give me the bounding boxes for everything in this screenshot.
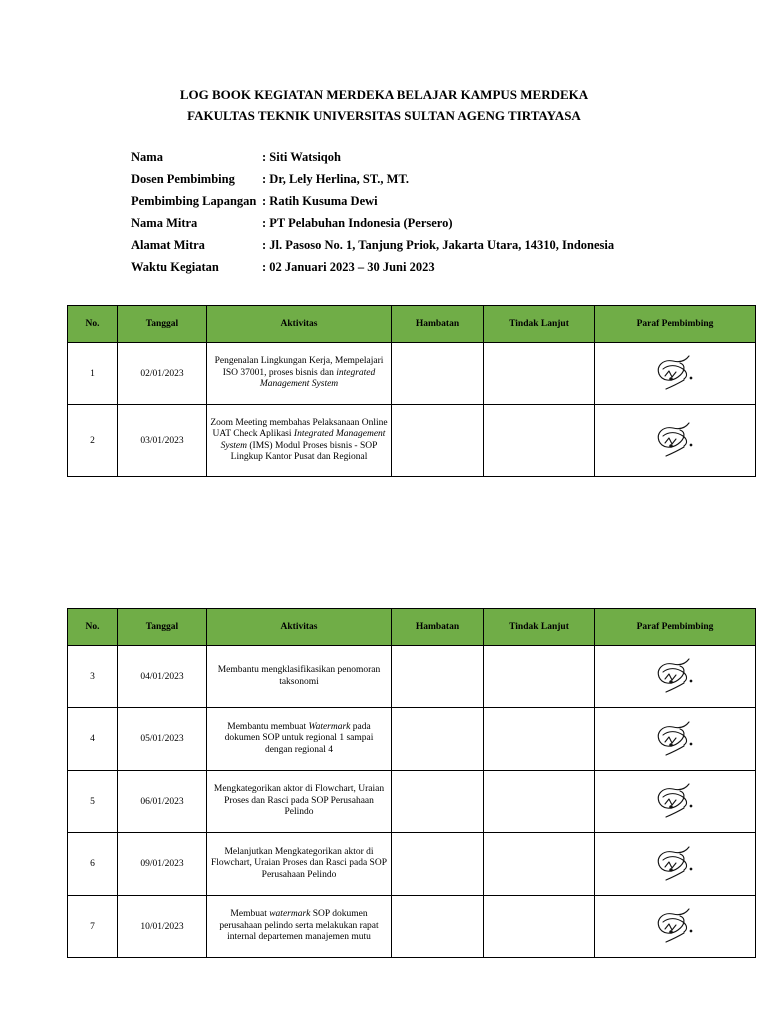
cell-aktivitas: [207, 708, 392, 771]
info-label: Pembimbing Lapangan: [131, 194, 257, 208]
aktivitas-text: Zoom Meeting membahas Pelaksanaan Online UAT Check Aplikasi: [210, 417, 388, 439]
header-hambatan: Hambatan: [392, 609, 484, 646]
info-row-pembimbing-lapangan: [131, 194, 614, 216]
cell-paraf: [595, 405, 756, 477]
cell-tanggal: 05/01/2023: [118, 708, 207, 771]
aktivitas-italic-text: Watermark: [308, 721, 351, 732]
cell-aktivitas: [207, 896, 392, 958]
header-no: No.: [68, 306, 118, 343]
table-row: [68, 708, 756, 771]
document-subtitle: FAKULTAS TEKNIK UNIVERSITAS SULTAN AGENG TIRTAYASA: [187, 108, 581, 123]
cell-hambatan: [392, 833, 484, 896]
info-row-nama: [131, 150, 614, 172]
cell-no: 7: [68, 896, 118, 958]
signature-icon: [653, 843, 697, 886]
aktivitas-italic-text: Integrated Management System: [220, 429, 386, 451]
info-row-alamat: [131, 238, 614, 260]
table-header-row: [68, 306, 756, 343]
table-row: [68, 646, 756, 708]
aktivitas-text: Membantu mengklasifikasikan penomoran taksonomi: [217, 665, 381, 687]
cell-hambatan: [392, 896, 484, 958]
header-hambatan: Hambatan: [392, 306, 484, 343]
info-value: : Jl. Pasoso No. 1, Tanjung Priok, Jakarta Utara, 14310, Indonesia: [262, 238, 615, 252]
cell-aktivitas: [207, 771, 392, 833]
table-row: [68, 896, 756, 958]
info-label: Dosen Pembimbing: [131, 172, 235, 186]
info-label: Nama: [131, 150, 163, 164]
info-value: : PT Pelabuhan Indonesia (Persero): [262, 216, 453, 230]
cell-paraf: [595, 708, 756, 771]
table-row: [68, 405, 756, 477]
logbook-table: [67, 608, 756, 958]
cell-tanggal: 04/01/2023: [118, 646, 207, 708]
info-value: : Siti Watsiqoh: [262, 150, 341, 164]
cell-paraf: [595, 771, 756, 833]
info-value: : 02 Januari 2023 – 30 Juni 2023: [262, 260, 435, 274]
cell-tindak-lanjut: [484, 896, 595, 958]
cell-aktivitas: [207, 833, 392, 896]
cell-aktivitas: [207, 343, 392, 405]
aktivitas-text: SOP dokumen perusahaan pelindo serta melakukan rapat internal departemen manajemen mutu: [219, 909, 379, 943]
cell-paraf: [595, 343, 756, 405]
cell-paraf: [595, 896, 756, 958]
aktivitas-text: Melanjutkan Mengkategorikan aktor di Flowchart, Uraian Proses dan Rasci pada SOP Perusahaan Pelindo: [211, 846, 387, 880]
table-row: [68, 343, 756, 405]
cell-no: 5: [68, 771, 118, 833]
cell-no: 4: [68, 708, 118, 771]
cell-tindak-lanjut: [484, 708, 595, 771]
signature-icon: [653, 780, 697, 823]
signature-icon: [653, 718, 697, 761]
aktivitas-text: Pengenalan Lingkungan Kerja, Mempelajari ISO 37001, proses bisnis dan: [214, 356, 384, 378]
table-row: [68, 833, 756, 896]
info-label: Alamat Mitra: [131, 238, 205, 252]
cell-aktivitas: [207, 646, 392, 708]
cell-hambatan: [392, 771, 484, 833]
aktivitas-italic-text: integrated Management System: [259, 367, 376, 390]
cell-aktivitas: [207, 405, 392, 477]
signature-icon: [653, 419, 697, 462]
info-label: Waktu Kegiatan: [131, 260, 219, 274]
info-row-waktu: [131, 260, 614, 282]
table-row: [68, 771, 756, 833]
cell-tindak-lanjut: [484, 771, 595, 833]
cell-no: 6: [68, 833, 118, 896]
signature-icon: [653, 905, 697, 948]
cell-no: 2: [68, 405, 118, 477]
cell-hambatan: [392, 646, 484, 708]
header-tanggal: Tanggal: [118, 609, 207, 646]
cell-tindak-lanjut: [484, 833, 595, 896]
table-header-row: [68, 609, 756, 646]
aktivitas-text: Mengkategorikan aktor di Flowchart, Uraian Proses dan Rasci pada SOP Perusahaan Pelindo: [213, 784, 385, 818]
aktivitas-italic-text: watermark: [269, 909, 311, 920]
header-aktivitas: Aktivitas: [207, 609, 392, 646]
header-tindak-lanjut: Tindak Lanjut: [484, 609, 595, 646]
header-tanggal: Tanggal: [118, 306, 207, 343]
logbook-table: [67, 305, 756, 477]
cell-tanggal: 06/01/2023: [118, 771, 207, 833]
aktivitas-text: Membantu membuat: [227, 721, 309, 732]
cell-tanggal: 10/01/2023: [118, 896, 207, 958]
cell-tindak-lanjut: [484, 646, 595, 708]
signature-icon: [653, 352, 697, 395]
cell-no: 3: [68, 646, 118, 708]
info-label: Nama Mitra: [131, 216, 198, 230]
cell-paraf: [595, 646, 756, 708]
cell-paraf: [595, 833, 756, 896]
header-aktivitas: Aktivitas: [207, 306, 392, 343]
header-paraf: Paraf Pembimbing: [595, 609, 756, 646]
info-value: : Dr, Lely Herlina, ST., MT.: [262, 172, 409, 186]
header-paraf: Paraf Pembimbing: [595, 306, 756, 343]
cell-hambatan: [392, 708, 484, 771]
cell-no: 1: [68, 343, 118, 405]
header-tindak-lanjut: Tindak Lanjut: [484, 306, 595, 343]
signature-icon: [653, 655, 697, 698]
aktivitas-text: pada dokumen SOP untuk regional 1 sampai dengan regional 4: [224, 721, 374, 755]
cell-hambatan: [392, 343, 484, 405]
cell-tindak-lanjut: [484, 343, 595, 405]
identity-block: [131, 150, 614, 282]
info-row-dosen: [131, 172, 614, 194]
header-no: No.: [68, 609, 118, 646]
aktivitas-text: Membuat: [230, 909, 270, 920]
info-row-mitra: [131, 216, 614, 238]
document-title: LOG BOOK KEGIATAN MERDEKA BELAJAR KAMPUS MERDEKA: [179, 87, 589, 102]
cell-tanggal: 02/01/2023: [118, 343, 207, 405]
cell-tanggal: 03/01/2023: [118, 405, 207, 477]
cell-tindak-lanjut: [484, 405, 595, 477]
info-value: : Ratih Kusuma Dewi: [262, 194, 378, 208]
cell-hambatan: [392, 405, 484, 477]
aktivitas-text: (IMS) Modul Proses bisnis - SOP Lingkup Kantor Pusat dan Regional: [230, 440, 378, 462]
cell-tanggal: 09/01/2023: [118, 833, 207, 896]
